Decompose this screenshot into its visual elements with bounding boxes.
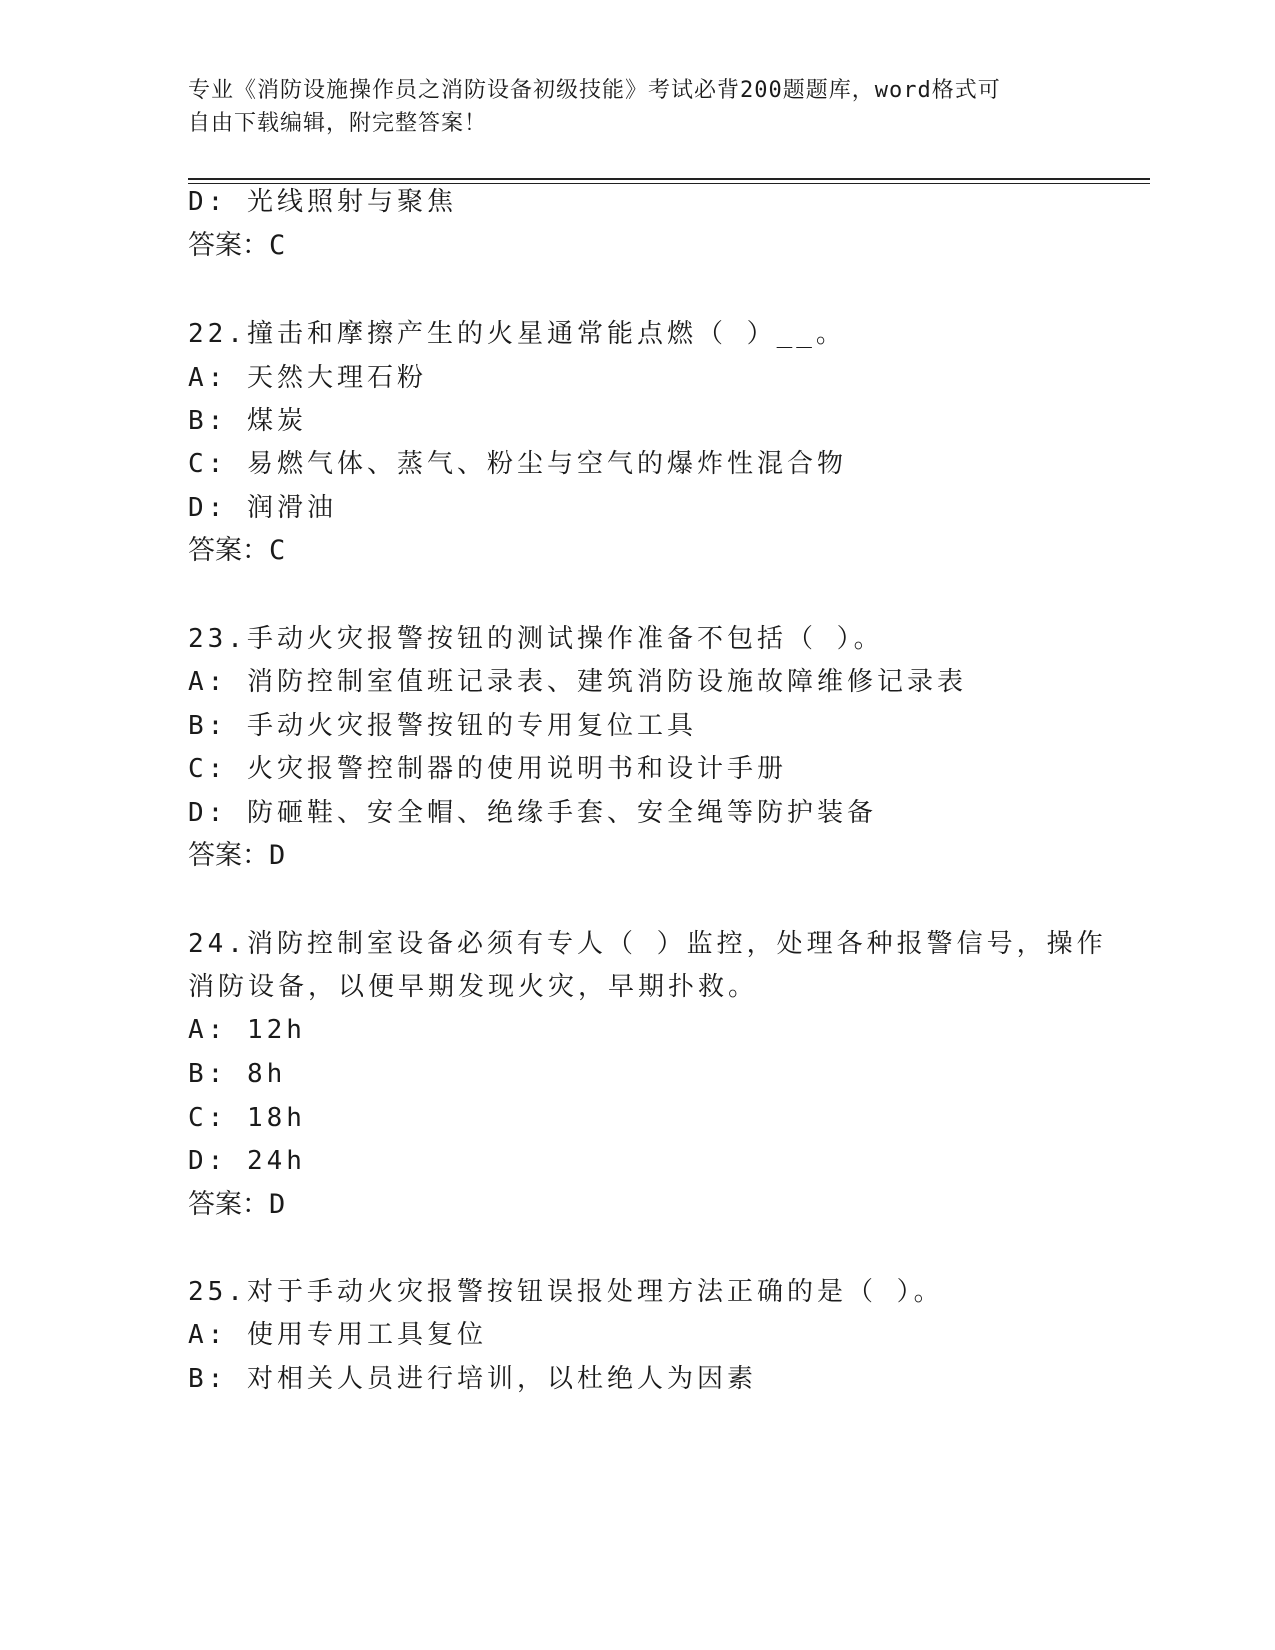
header-line-2: 自由下载编辑，附完整答案！: [188, 111, 488, 136]
q24-answer: 答案：D: [188, 1189, 286, 1220]
q23-option-d: D: 防砸鞋、安全帽、绝缘手套、安全绳等防护装备: [188, 798, 877, 828]
q25-stem: 25.对于手动火灾报警按钮误报处理方法正确的是（ ）。: [188, 1277, 944, 1307]
q24-option-a: A: 12h: [188, 1015, 306, 1045]
q23-stem: 23.手动火灾报警按钮的测试操作准备不包括（ ）。: [188, 624, 884, 654]
q24-option-c: C: 18h: [188, 1103, 306, 1133]
q25-option-a: A: 使用专用工具复位: [188, 1320, 487, 1350]
q21-option-d: D: 光线照射与聚焦: [188, 187, 457, 217]
q24-stem-line-2: 消防设备，以便早期发现火灾，早期扑救。: [188, 972, 759, 1002]
q24-option-d: D: 24h: [188, 1146, 306, 1176]
document-header: [188, 74, 1088, 140]
q22-option-b: B: 煤炭: [188, 406, 307, 436]
q24-stem-line-1: 24.消防控制室设备必须有专人（ ）监控，处理各种报警信号，操作: [188, 929, 1107, 959]
q22-option-d: D: 润滑油: [188, 493, 337, 523]
q23-option-a: A: 消防控制室值班记录表、建筑消防设施故障维修记录表: [188, 667, 967, 697]
header-divider-thick: [188, 178, 1150, 180]
q23-option-b: B: 手动火灾报警按钮的专用复位工具: [188, 711, 697, 741]
header-line-1: 专业《消防设施操作员之消防设备初级技能》考试必背200题题库，word格式可: [188, 78, 1001, 103]
q23-option-c: C: 火灾报警控制器的使用说明书和设计手册: [188, 754, 787, 784]
q22-option-c: C: 易燃气体、蒸气、粉尘与空气的爆炸性混合物: [188, 449, 847, 479]
q22-answer: 答案：C: [188, 535, 286, 566]
q24-option-b: B: 8h: [188, 1059, 287, 1089]
q21-answer: 答案：C: [188, 230, 286, 261]
q23-answer: 答案：D: [188, 840, 286, 871]
q22-stem: 22.撞击和摩擦产生的火星通常能点燃（ ）__。: [188, 319, 846, 349]
header-divider-thin: [188, 183, 1150, 184]
q25-option-b: B: 对相关人员进行培训，以杜绝人为因素: [188, 1364, 757, 1394]
q22-option-a: A: 天然大理石粉: [188, 363, 427, 393]
